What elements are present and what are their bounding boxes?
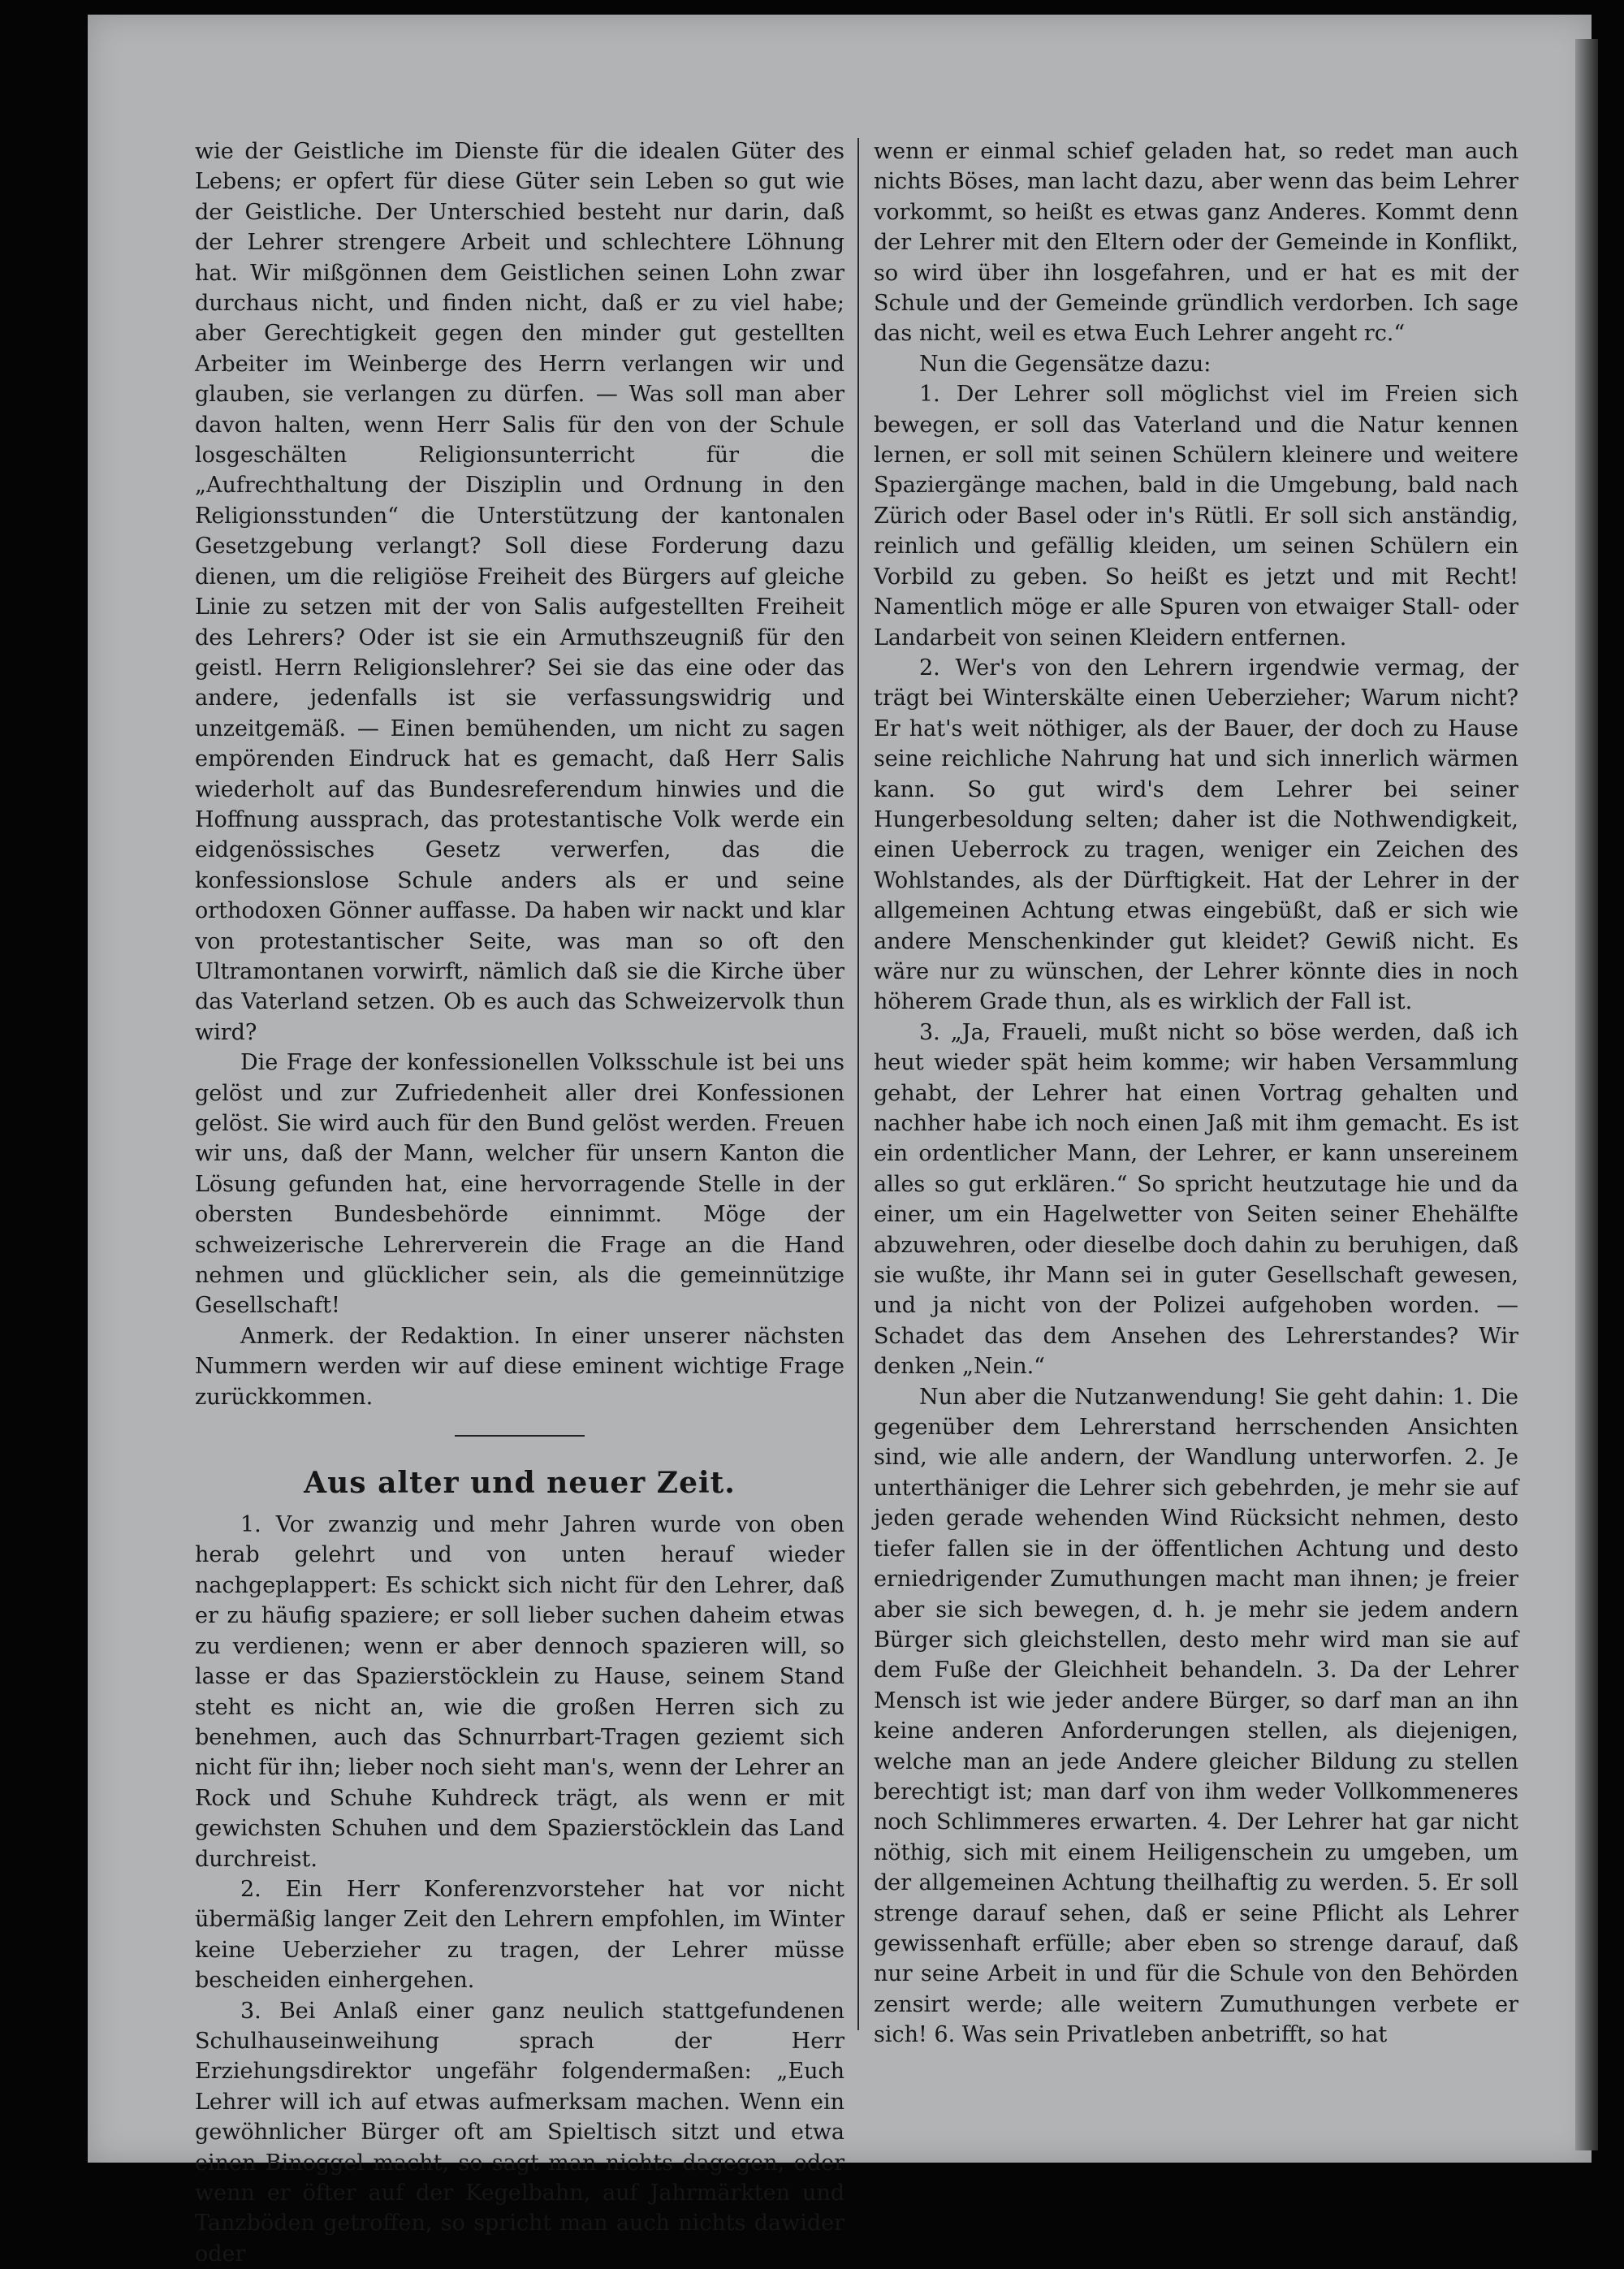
section-divider-rule (455, 1435, 585, 1437)
left-paragraph-1: wie der Geistliche im Dienste für die idealen Güter des Lebens; er opfert für diese Güter sein Leben so gut wie der Geistliche. Der Unterschied besteht nur darin, daß der Lehrer strengere Arbeit und schlechtere Löhnung hat. Wir mißgönnen dem Geistlichen seinen Lohn zwar durchaus nicht, und finden nicht, daß er zu viel habe; aber Gerechtigkeit gegen den minder gut gestellten Arbeiter im Weinberge des Herrn verlangen wir und glauben, sie verlangen zu dürfen. — Was soll man aber davon halten, wenn Herr Salis für den von der Schule losgeschälten Religionsunterricht für die „Aufrechthaltung der Disziplin und Ordnung in den Religionsstunden“ die Unterstützung der kantonalen Gesetzgebung verlangt? Soll diese Forderung dazu dienen, um die religiöse Freiheit des Bürgers auf gleiche Linie zu setzen mit der von Salis aufgestellten Freiheit des Lehrers? Oder ist sie ein Armuthszeugniß für den geistl. Herrn Religionslehrer? Sei sie das eine oder das andere, jedenfalls ist sie verfassungswidrig und unzeitgemäß. — Einen bemühenden, um nicht zu sagen empörenden Eindruck hat es gemacht, daß Herr Salis wiederholt auf das Bundesreferendum hinwies und die Hoffnung aussprach, das protestantische Volk werde ein eidgenössisches Gesetz verwerfen, das die konfessionslose Schule anders als er und seine orthodoxen Gönner auffasse. Da haben wir nackt und klar von protestantischer Seite, was man so oft den Ultramontanen vorwirft, nämlich daß sie die Kirche über das Vaterland setzen. Ob es auch das Schweizervolk thun wird? (195, 139, 844, 1045)
page-edge-shadow (1575, 39, 1598, 2150)
left-column (195, 136, 844, 2269)
right-paragraph-1: wenn er einmal schief geladen hat, so redet man auch nichts Böses, man lacht dazu, aber wenn das beim Lehrer vorkommt, so heißt es etwas ganz Anderes. Kommt denn der Lehrer mit den Eltern oder der Gemeinde in Konflikt, so wird über ihn losgefahren, und er hat es mit der Schule und der Gemeinde gründlich verdorben. Ich sage das nicht, weil es etwa Euch Lehrer angeht rc.“ (874, 139, 1518, 347)
right-column (874, 136, 1518, 2051)
column-divider (857, 138, 859, 2030)
right-item-1: 1. Der Lehrer soll möglichst viel im Freien sich bewegen, er soll das Vaterland und die Natur kennen lernen, er soll mit seinen Schülern kleinere und weitere Spaziergänge machen, bald in die Umgebung, bald nach Zürich oder Basel oder in's Rütli. Er soll sich anständig, reinlich und gefällig kleiden, um seinen Schülern ein Vorbild zu geben. So heißt es jetzt und mit Recht! Namentlich möge er alle Spuren von etwaiger Stall- oder Landarbeit von seinen Kleidern entfernen. (874, 382, 1518, 650)
right-item-3: 3. „Ja, Fraueli, mußt nicht so böse werden, daß ich heut wieder spät heim komme; wir haben Versammlung gehabt, der Lehrer hat einen Vortrag gehalten und nachher habe ich noch einen Jaß mit ihm gemacht. Es ist ein ordentlicher Mann, der Lehrer, er kann unsereinem alles so gut erklären.“ So spricht heutzutage hie und da einer, um ein Hagelwetter von Seiten seiner Ehehälfte abzuwehren, oder dieselbe doch dahin zu beruhigen, daß sie wußte, ihr Mann sei in guter Gesellschaft gewesen, und ja nicht von der Polizei aufgehoben worden. — Schadet das dem Ansehen des Lehrerstandes? Wir denken „Nein.“ (874, 1019, 1518, 1380)
left-paragraph-2: Die Frage der konfessionellen Volksschule ist bei uns gelöst und zur Zufriedenheit aller drei Konfessionen gelöst. Sie wird auch für den Bund gelöst werden. Freuen wir uns, daß der Mann, welcher für unsern Kanton die Lösung gefunden hat, eine hervorragende Stelle in der obersten Bundesbehörde einnimmt. Möge der schweizerische Lehrerverein die Frage an die Hand nehmen und glücklicher sein, als die gemeinnützige Gesellschaft! (195, 1050, 844, 1319)
left-item-1: 1. Vor zwanzig und mehr Jahren wurde von oben herab gelehrt und von unten herauf wieder nachgeplappert: Es schickt sich nicht für den Lehrer, daß er zu häufig spaziere; er soll lieber suchen daheim etwas zu verdienen; wenn er aber dennoch spazieren will, so lasse er das Spazierstöcklein zu Hause, seinem Stand steht es nicht an, wie die großen Herren sich zu benehmen, auch das Schnurrbart-Tragen geziemt sich nicht für ihn; lieber noch sieht man's, wenn der Lehrer an Rock und Schuhe Kuhdreck trägt, als wenn er mit gewichsten Schuhen und dem Spazierstöcklein das Land durchreist. (195, 1512, 844, 1872)
right-item-2: 2. Wer's von den Lehrern irgendwie vermag, der trägt bei Winterskälte einen Ueberzieher; Warum nicht? Er hat's weit nöthiger, als der Bauer, der doch zu Hause seine reichliche Nahrung hat und sich innerlich wärmen kann. So gut wird's dem Lehrer bei seiner Hungerbesoldung selten; daher ist die Nothwendigkeit, einen Ueberrock zu tragen, weniger ein Zeichen des Wohlstandes, als der Dürftigkeit. Hat der Lehrer in der allgemeinen Achtung etwas eingebüßt, daß er sich wie andere Menschenkinder gut kleidet? Gewiß nicht. Es wäre nur zu wünschen, der Lehrer könnte dies in noch höherem Grade thun, als es wirklich der Fall ist. (874, 655, 1518, 1015)
left-item-3: 3. Bei Anlaß einer ganz neulich stattgefundenen Schulhauseinweihung sprach der Herr Erziehungsdirektor ungefähr folgendermaßen: „Euch Lehrer will ich auf etwas aufmerksam machen. Wenn ein gewöhnlicher Bürger oft am Spieltisch sitzt und etwa einen Binoggel macht, so sagt man nichts dagegen, oder wenn er öfter auf der Kegelbahn, auf Jahrmärkten und Tanzböden getroffen, so spricht man auch nichts dawider oder (195, 1998, 844, 2267)
section-heading: Aus alter und neuer Zeit. (304, 1466, 736, 1501)
left-item-2: 2. Ein Herr Konferenzvorsteher hat vor nicht übermäßig langer Zeit den Lehrern empfohlen, im Winter keine Ueberzieher zu tragen, der Lehrer müsse bescheiden einhergehen. (195, 1876, 844, 1994)
right-conclusion: Nun aber die Nutzanwendung! Sie geht dahin: 1. Die gegenüber dem Lehrerstand herrschenden Ansichten sind, wie alle andern, der Wandlung unterworfen. 2. Je unterthäniger die Lehrer sich gebehrden, je mehr sie auf jeden gerade wehenden Wind Rücksicht nehmen, desto tiefer fallen sie in der öffentlichen Achtung und desto erniedrigender Zumuthungen macht man ihnen; je freier aber sie sich bewegen, d. h. je mehr sie jedem andern Bürger sich gleichstellen, desto mehr wird man sie auf dem Fuße der Gleichheit behandeln. 3. Da der Lehrer Mensch ist wie jeder andere Bürger, so darf man an ihn keine anderen Anforderungen stellen, als diejenigen, welche man an jede Andere gleicher Bildung zu stellen berechtigt ist; man darf von ihm weder Vollkommeneres noch Schlimmeres erwarten. 4. Der Lehrer hat gar nicht nöthig, sich mit einem Heiligenschein zu umgeben, um der allgemeinen Achtung theilhaftig zu werden. 5. Er soll strenge darauf sehen, daß er seine Pflicht als Lehrer gewissenhaft erfülle; aber eben so strenge darauf, daß nur seine Arbeit in und für die Schule von den Behörden zensirt werde; alle weitern Zumuthungen verbete er sich! 6. Was sein Privatleben anbetrifft, so hat (874, 1384, 1518, 2048)
right-paragraph-2: Nun die Gegensätze dazu: (919, 351, 1212, 377)
editorial-note: Anmerk. der Redaktion. In einer unserer nächsten Nummern werden wir auf diese eminent wichtige Frage zurückkommen. (195, 1323, 844, 1410)
